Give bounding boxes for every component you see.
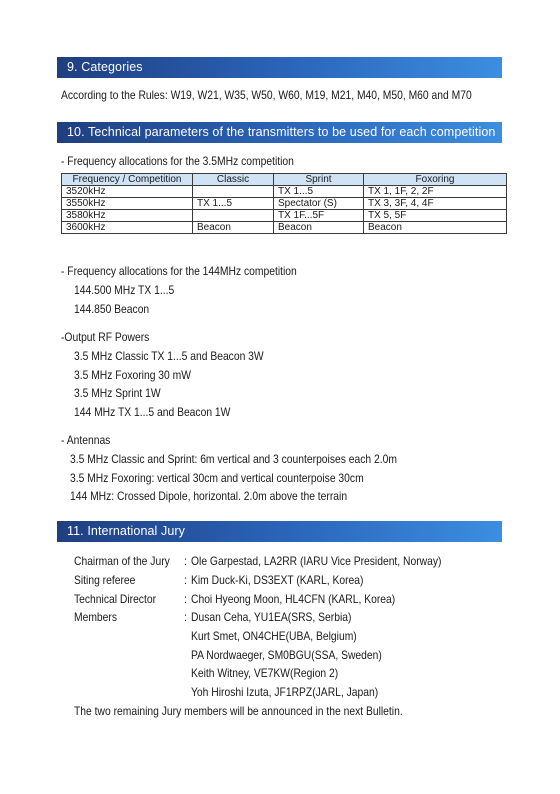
- freq-144-heading: - Frequency allocations for the 144MHz competition: [61, 264, 297, 278]
- table-cell: TX 1F...5F: [274, 210, 364, 222]
- jury-separator: :: [184, 554, 187, 568]
- table-cell: Beacon: [364, 222, 507, 234]
- table-cell: TX 5, 5F: [364, 210, 507, 222]
- table-cell: 3550kHz: [62, 198, 193, 210]
- power-item: 3.5 MHz Foxoring 30 mW: [74, 368, 192, 382]
- table-row: [62, 222, 507, 234]
- freq-35-heading: - Frequency allocations for the 3.5MHz competition: [61, 154, 294, 168]
- jury-separator: :: [184, 573, 187, 587]
- section-10-title: 10. Technical parameters of the transmitters to be used for each competition: [67, 125, 496, 139]
- power-item: 3.5 MHz Classic TX 1...5 and Beacon 3W: [74, 349, 264, 363]
- antenna-item: 3.5 MHz Classic and Sprint: 6m vertical and 3 counterpoises each 2.0m: [70, 452, 397, 466]
- table-cell: TX 1, 1F, 2, 2F: [364, 186, 507, 198]
- jury-name: PA Nordwaeger, SM0BGU(SSA, Sweden): [191, 648, 382, 662]
- table-header-cell: Classic: [193, 174, 274, 186]
- table-cell: 3600kHz: [62, 222, 193, 234]
- jury-name: Keith Witney, VE7KW(Region 2): [191, 666, 339, 680]
- section-9-title: 9. Categories: [67, 60, 143, 74]
- freq-144-item: 144.850 Beacon: [74, 302, 150, 316]
- table-header-cell: Foxoring: [364, 174, 507, 186]
- jury-separator: :: [184, 610, 187, 624]
- antenna-item: 144 MHz: Crossed Dipole, horizontal. 2.0m above the terrain: [70, 489, 348, 503]
- table-row: [62, 186, 507, 198]
- table-cell: 3580kHz: [62, 210, 193, 222]
- antenna-heading: - Antennas: [61, 433, 111, 447]
- jury-separator: :: [184, 592, 187, 606]
- table-cell: [193, 186, 274, 198]
- jury-name: Kim Duck-Ki, DS3EXT (KARL, Korea): [191, 573, 364, 587]
- jury-name: Kurt Smet, ON4CHE(UBA, Belgium): [191, 629, 357, 643]
- jury-name: Choi Hyeong Moon, HL4CFN (KARL, Korea): [191, 592, 396, 606]
- jury-role: Siting referee: [74, 573, 136, 587]
- table-header-row: [62, 174, 507, 186]
- jury-footer-note: The two remaining Jury members will be announced in the next Bulletin.: [74, 704, 403, 718]
- frequency-table: [61, 173, 507, 234]
- jury-name: Ole Garpestad, LA2RR (IARU Vice President, Norway): [191, 554, 442, 568]
- section-10-banner: [57, 122, 502, 143]
- table-cell: TX 1...5: [274, 186, 364, 198]
- table-header-cell: Sprint: [274, 174, 364, 186]
- table-cell: Beacon: [193, 222, 274, 234]
- table-cell: TX 3, 3F, 4, 4F: [364, 198, 507, 210]
- table-cell: 3520kHz: [62, 186, 193, 198]
- table-cell: Beacon: [274, 222, 364, 234]
- section-9-banner: [57, 57, 502, 78]
- section-11-title: 11. International Jury: [67, 524, 186, 538]
- power-heading: -Output RF Powers: [61, 330, 150, 344]
- table-row: [62, 198, 507, 210]
- table-cell: Spectator (S): [274, 198, 364, 210]
- jury-role: Members: [74, 610, 118, 624]
- power-item: 144 MHz TX 1...5 and Beacon 1W: [74, 405, 231, 419]
- jury-name: Dusan Ceha, YU1EA(SRS, Serbia): [191, 610, 352, 624]
- antenna-item: 3.5 MHz Foxoring: vertical 30cm and vertical counterpoise 30cm: [70, 471, 364, 485]
- table-cell: TX 1...5: [193, 198, 274, 210]
- table-row: [62, 210, 507, 222]
- table-header-cell: Frequency / Competition: [62, 174, 193, 186]
- table-cell: [193, 210, 274, 222]
- power-item: 3.5 MHz Sprint 1W: [74, 386, 161, 400]
- jury-name: Yoh Hiroshi Izuta, JF1RPZ(JARL, Japan): [191, 685, 379, 699]
- jury-role: Technical Director: [74, 592, 157, 606]
- jury-role: Chairman of the Jury: [74, 554, 170, 568]
- freq-144-item: 144.500 MHz TX 1...5: [74, 283, 175, 297]
- categories-text: According to the Rules: W19, W21, W35, W50, W60, M19, M21, M40, M50, M60 and M70: [61, 88, 472, 102]
- section-11-banner: [57, 521, 502, 542]
